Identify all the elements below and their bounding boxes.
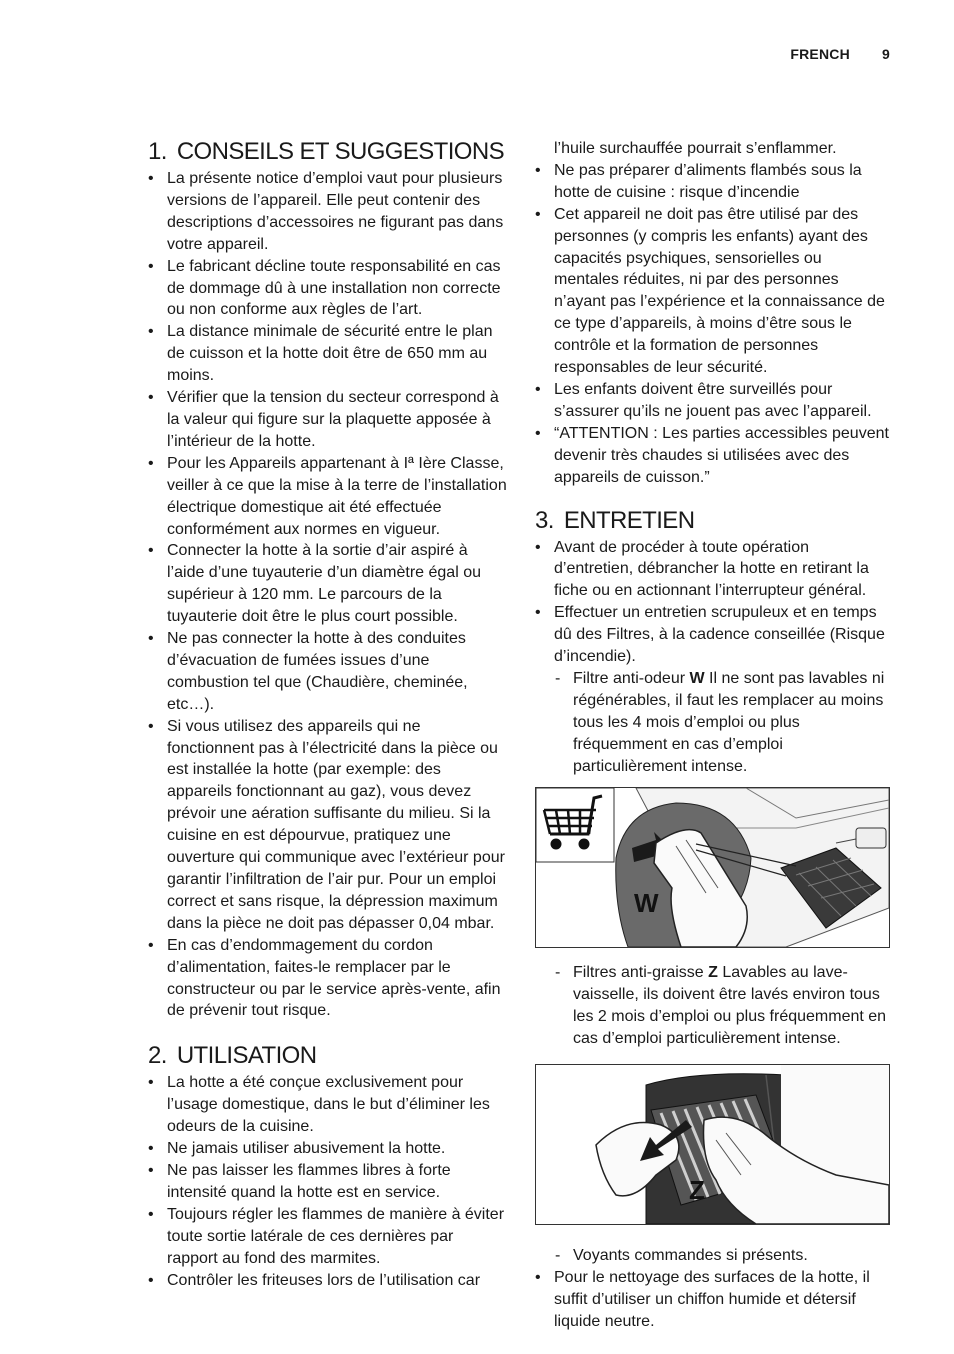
page-number: 9 [882, 46, 890, 62]
page-header [790, 46, 890, 62]
list-item: • Contrôler les friteuses lors de l’utilisation car [148, 1270, 508, 1292]
list-item: • Vérifier que la tension du secteur correspond à la valeur qui figure sur la plaquette apposée à l’intérieur de la hotte. [148, 387, 508, 453]
list-item: • Toujours régler les flammes de manière à éviter toute sortie latérale de ces dernières par rapport au fond des marmites. [148, 1204, 508, 1270]
entretien-list [535, 537, 891, 778]
section-title-utilisation: 2. UTILISATION [148, 1042, 317, 1070]
list-item: • Les enfants doivent être surveillés pour s’assurer qu’ils ne jouent pas avec l’appareil. [535, 379, 891, 423]
list-item: • Ne pas préparer d’aliments flambés sous la hotte de cuisine : risque d’incendie [535, 160, 891, 204]
right-column [535, 138, 891, 1333]
conseils-list [148, 168, 508, 1022]
sub-item-filter-z: - Filtres anti-graisse Z Lavables au lave-vaisselle, ils doivent être lavés environ tous les 2 mois d’emploi ou plus fréquemment en cas d’emploi particulièrement intense. [535, 962, 891, 1050]
list-item: • Ne pas connecter la hotte à des conduites d’évacuation de fumées issues d’une combustion tel que (Chaudière, cheminée, etc…). [148, 628, 508, 716]
list-item: • Avant de procéder à toute opération d’entretien, débrancher la hotte en retirant la fiche ou en actionnant l’interrupteur général. [535, 537, 891, 603]
section-title-entretien: 3. ENTRETIEN [535, 506, 695, 534]
figure-label-z: Z [689, 1175, 705, 1206]
figure-label-w: W [634, 888, 659, 919]
list-item-continuation: l’huile surchauffée pourrait s’enflammer. [554, 140, 837, 157]
list-item: • Pour les Appareils appartenant à Iª Ière Classe, veiller à ce que la mise à la terre de l’installation électrique domestique ait été effectuée conformément aux normes en vigueur. [148, 453, 508, 541]
list-item: • La hotte a été conçue exclusivement pour l’usage domestique, dans le but d’éliminer les odeurs de la cuisine. [148, 1072, 508, 1138]
left-column [148, 138, 508, 1291]
sub-item-filter-w: - Filtre anti-odeur W Il ne sont pas lavables ni régénérables, il faut les remplacer au moins tous les 4 mois d’emploi ou plus fréquemment en cas d’emploi particulièrement intense. [535, 668, 891, 778]
figure-odour-filter [535, 787, 890, 948]
list-item: • Pour le nettoyage des surfaces de la hotte, il suffit d’utiliser un chiffon humide et détersif liquide neutre. [535, 1267, 891, 1333]
sub-item-voyants: - Voyants commandes si présents. [535, 1245, 891, 1267]
odour-filter-illustration [536, 788, 889, 947]
list-item: • “ATTENTION : Les parties accessibles peuvent devenir très chaudes si utilisées avec des appareils de cuisson.” [535, 423, 891, 489]
utilisation-list [148, 1072, 508, 1291]
section-title-conseils: 1. CONSEILS ET SUGGESTIONS [148, 138, 504, 165]
list-item: • La distance minimale de sécurité entre le plan de cuisson et la hotte doit être de 650 mm au moins. [148, 321, 508, 387]
list-item: • Ne jamais utiliser abusivement la hotte. [148, 1138, 508, 1160]
entretien-list-z [535, 962, 891, 1050]
grease-filter-illustration [536, 1065, 889, 1224]
list-item: • En cas d’endommagement du cordon d’alimentation, faites-le remplacer par le constructeur ou par le service après-vente, afin de prévenir tout risque. [148, 935, 508, 1023]
list-item: • Si vous utilisez des appareils qui ne fonctionnent pas à l’électricité dans la pièce ou est installée la hotte (par exemple: des appareils fonctionnant au gaz), vous devez prévoir une aération suffisante du milieu. Si la cuisine en est dépourvue, pratiquez une ouverture qui communique avec l’extérieur pour garantir l’infiltration de l’air pur. Pour un emploi correct et sans risque, la dépression maximum dans la pièce ne doit pas dépasser 0,04 mbar. [148, 716, 508, 935]
list-item: • La présente notice d’emploi vaut pour plusieurs versions de l’appareil. Elle peut contenir des descriptions d’accessoires ne figurant pas dans votre appareil. [148, 168, 508, 256]
figure-grease-filter [535, 1064, 890, 1225]
list-item: • Effectuer un entretien scrupuleux et en temps dû des Filtres, à la cadence conseillée (Risque d’incendie). [535, 602, 891, 668]
entretien-list-final [535, 1245, 891, 1333]
utilisation-list-continued [535, 138, 891, 489]
list-item: • Connecter la hotte à la sortie d’air aspiré à l’aide d’une tuyauterie d’un diamètre égal ou supérieur à 120 mm. Le parcours de la tuyauterie doit être le plus court possible. [148, 540, 508, 628]
language-label: FRENCH [790, 46, 850, 62]
list-item: • Cet appareil ne doit pas être utilisé par des personnes (y compris les enfants) ayant des capacités psychiques, sensorielles ou mentales réduites, ni par des personnes n’ayant pas l’expérience et la connaissance de ce type d’appareils, à moins d’être sous le contrôle et la formation de personnes responsables de leur sécurité. [535, 204, 891, 379]
list-item: • Le fabricant décline toute responsabilité en cas de dommage dû à une installation non correcte ou non conforme aux règles de l’art. [148, 256, 508, 322]
list-item: • Ne pas laisser les flammes libres à forte intensité quand la hotte est en service. [148, 1160, 508, 1204]
